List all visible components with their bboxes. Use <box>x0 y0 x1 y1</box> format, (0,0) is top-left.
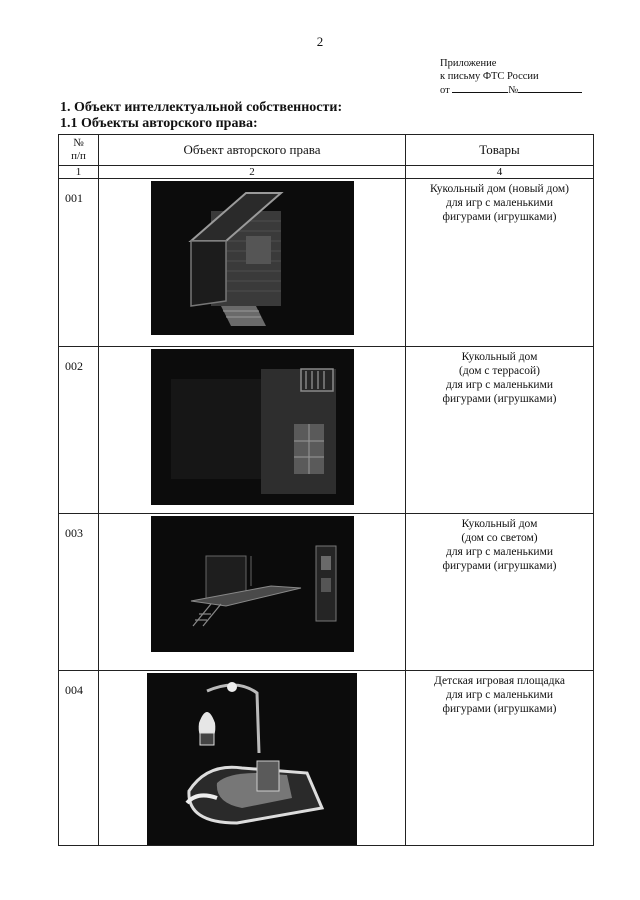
object-image-cell <box>99 671 406 846</box>
table-index-row <box>59 166 594 179</box>
section-heading: 1. Объект интеллектуальной собственности: <box>60 100 343 115</box>
object-image-cell <box>99 514 406 671</box>
goods-line: для игр с маленькими <box>445 546 554 558</box>
goods-line: фигурами (игрушками) <box>442 211 557 223</box>
dollhouse-new-house-photo <box>151 181 354 335</box>
goods-line: для игр с маленькими <box>445 379 554 391</box>
goods-line: (дом с террасой) <box>459 365 540 377</box>
table-header-row <box>59 135 594 166</box>
appendix-block <box>440 57 582 97</box>
header-number-sign: № <box>73 137 84 149</box>
row-code: 004 <box>59 671 99 846</box>
table-row <box>59 179 594 347</box>
page-number: 2 <box>316 34 324 49</box>
goods-line: фигурами (игрушками) <box>442 393 557 405</box>
appendix-title: Приложение <box>440 58 497 69</box>
goods-line: Кукольный дом <box>461 351 538 363</box>
row-goods <box>406 347 594 514</box>
row-code: 003 <box>59 514 99 671</box>
date-blank-line <box>452 83 508 93</box>
index-cell: 1 <box>59 166 99 179</box>
goods-line: Детская игровая площадка <box>434 675 565 687</box>
row-goods <box>406 179 594 347</box>
goods-line: фигурами (игрушками) <box>442 560 557 572</box>
dollhouse-terrace-photo <box>151 349 354 505</box>
header-goods: Товары <box>406 135 594 166</box>
table-row <box>59 514 594 671</box>
header-number <box>59 135 99 166</box>
row-goods <box>406 514 594 671</box>
goods-line: (дом со светом) <box>461 532 538 544</box>
number-blank-line <box>518 83 582 93</box>
subsection-heading: 1.1 Объекты авторского права: <box>60 116 258 131</box>
goods-line: для игр с маленькими <box>445 197 554 209</box>
row-goods <box>406 671 594 846</box>
dollhouse-light-photo <box>151 516 354 652</box>
object-image-cell <box>99 347 406 514</box>
index-cell: 4 <box>406 166 594 179</box>
header-number-pp: п/п <box>71 150 86 162</box>
table-row <box>59 671 594 846</box>
goods-line: Кукольный дом <box>461 518 538 530</box>
goods-line: для игр с маленькими <box>445 689 554 701</box>
appendix-reference: к письму ФТС России <box>440 71 539 82</box>
object-image-cell <box>99 179 406 347</box>
appendix-from-label: от <box>440 85 450 96</box>
appendix-date-number <box>440 83 582 97</box>
row-code: 002 <box>59 347 99 514</box>
index-cell: 2 <box>99 166 406 179</box>
header-object: Объект авторского права <box>99 135 406 166</box>
appendix-number-label: № <box>508 85 519 96</box>
goods-line: фигурами (игрушками) <box>442 703 557 715</box>
goods-line: Кукольный дом (новый дом) <box>430 183 569 195</box>
row-code: 001 <box>59 179 99 347</box>
table-row <box>59 347 594 514</box>
playground-photo <box>147 673 357 845</box>
copyright-objects-table <box>58 134 594 846</box>
